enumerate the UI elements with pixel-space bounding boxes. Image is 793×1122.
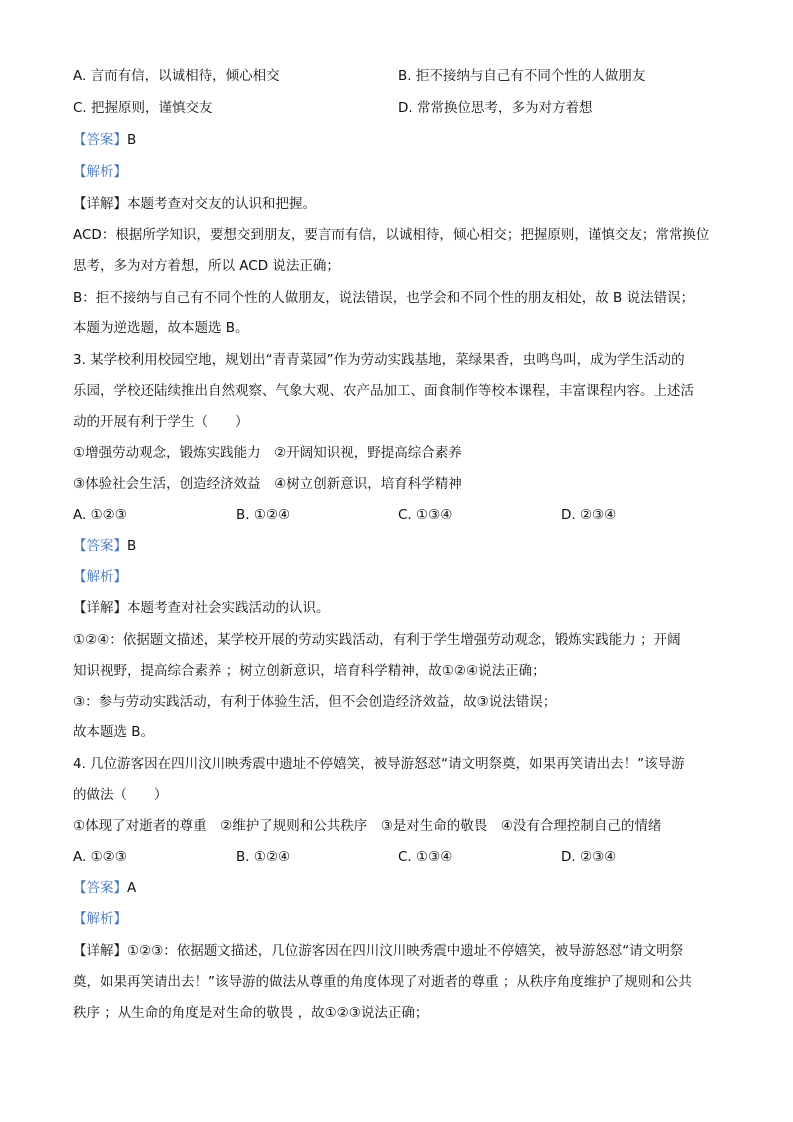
q2-option-d: D. 常常换位思考，多为对方着想 xyxy=(398,100,593,116)
detail-tag: 【详解】 xyxy=(73,600,127,616)
q4-answer xyxy=(73,878,136,898)
q4-explain-line-1 xyxy=(73,941,683,961)
detail-text: 本题考查对社会实践活动的认识。 xyxy=(127,600,330,616)
q3-analysis-tag: 【解析】 xyxy=(73,569,127,585)
q3-explain-line-1: ①②④：依据题文描述，某学校开展的劳动实践活动，有利于学生增强劳动观念，锻炼实践能力 ；开阔 xyxy=(73,632,681,648)
answer-tag: 【答案】 xyxy=(73,538,127,554)
q2-explain-line-2: 思考，多为对方着想，所以 ACD 说法正确； xyxy=(73,258,340,274)
answer-value: B xyxy=(127,132,137,148)
q4-option-a: A. ①②③ xyxy=(73,849,127,865)
q2-detail xyxy=(73,194,316,214)
q3-detail xyxy=(73,598,330,618)
q3-option-d: D. ②③④ xyxy=(561,507,617,523)
q2-answer xyxy=(73,130,136,150)
answer-tag: 【答案】 xyxy=(73,132,127,148)
detail-text: ①②③：依据题文描述，几位游客因在四川汶川映秀震中遗址不停嬉笑，被导游怒怼“请文明祭 xyxy=(127,943,684,959)
detail-text: 本题考查对交友的认识和把握。 xyxy=(127,196,316,212)
q3-items-line-2: ③体验社会生活，创造经济效益 ④树立创新意识，培育科学精神 xyxy=(73,476,462,492)
q3-option-b: B. ①②④ xyxy=(236,507,291,523)
q2-explain-line-1: ACD：根据所学知识，要想交到朋友，要言而有信，以诚相待，倾心相交；把握原则，谨慎交友；常常换位 xyxy=(73,227,710,243)
q3-explain-line-4: 故本题选 B。 xyxy=(73,724,155,740)
q4-option-c: C. ①③④ xyxy=(398,849,453,865)
q4-items-line: ①体现了对逝者的尊重 ②维护了规则和公共秩序 ③是对生命的敬畏 ④没有合理控制自己的情绪 xyxy=(73,818,662,834)
q4-option-b: B. ①②④ xyxy=(236,849,291,865)
q3-option-a: A. ①②③ xyxy=(73,507,127,523)
q4-explain-line-3: 秩序 ；从生命的角度是对生命的敬畏 ，故①②③说法正确； xyxy=(73,1005,429,1021)
q3-answer xyxy=(73,536,136,556)
answer-tag: 【答案】 xyxy=(73,880,127,896)
q4-stem-line-1: 4. 几位游客因在四川汶川映秀震中遗址不停嬉笑，被导游怒怼“请文明祭奠，如果再笑请出去！”该导游 xyxy=(73,756,685,772)
q4-option-d: D. ②③④ xyxy=(561,849,617,865)
q2-analysis-tag: 【解析】 xyxy=(73,164,127,180)
q2-option-b: B. 拒不接纳与自己有不同个性的人做朋友 xyxy=(398,68,646,84)
q2-option-a: A. 言而有信，以诚相待，倾心相交 xyxy=(73,68,280,84)
detail-tag: 【详解】 xyxy=(73,196,127,212)
q3-stem-line-3: 动的开展有利于学生（ ） xyxy=(73,414,249,430)
answer-value: B xyxy=(127,538,137,554)
q3-items-line-1: ①增强劳动观念，锻炼实践能力 ②开阔知识视，野提高综合素养 xyxy=(73,445,462,461)
q2-option-c: C. 把握原则，谨慎交友 xyxy=(73,100,213,116)
q3-stem-line-1: 3. 某学校利用校园空地，规划出“青青菜园”作为劳动实践基地，菜绿果香，虫鸣鸟叫，成为学生活动的 xyxy=(73,352,685,368)
q4-analysis-tag: 【解析】 xyxy=(73,911,127,927)
q3-explain-line-3: ③：参与劳动实践活动，有利于体验生活，但不会创造经济效益，故③说法错误； xyxy=(73,694,557,710)
q3-option-c: C. ①③④ xyxy=(398,507,453,523)
answer-value: A xyxy=(127,880,137,896)
q3-explain-line-2: 知识视野，提高综合素养 ；树立创新意识，培育科学精神，故①②④说法正确； xyxy=(73,663,546,679)
q4-stem-line-2: 的做法（ ） xyxy=(73,787,168,803)
q2-explain-line-3: B：拒不接纳与自己有不同个性的人做朋友，说法错误，也学会和不同个性的朋友相处，故 B 说法错误； xyxy=(73,290,695,306)
q4-explain-line-2: 奠，如果再笑请出去！”该导游的做法从尊重的角度体现了对逝者的尊重 ；从秩序角度维护了规则和公共 xyxy=(73,974,692,990)
q3-stem-line-2: 乐园，学校还陆续推出自然观察、气象大观、农产品加工、面食制作等校本课程，丰富课程内容。上述活 xyxy=(73,383,694,399)
detail-tag: 【详解】 xyxy=(73,943,127,959)
q2-explain-line-4: 本题为逆选题，故本题选 B。 xyxy=(73,320,249,336)
